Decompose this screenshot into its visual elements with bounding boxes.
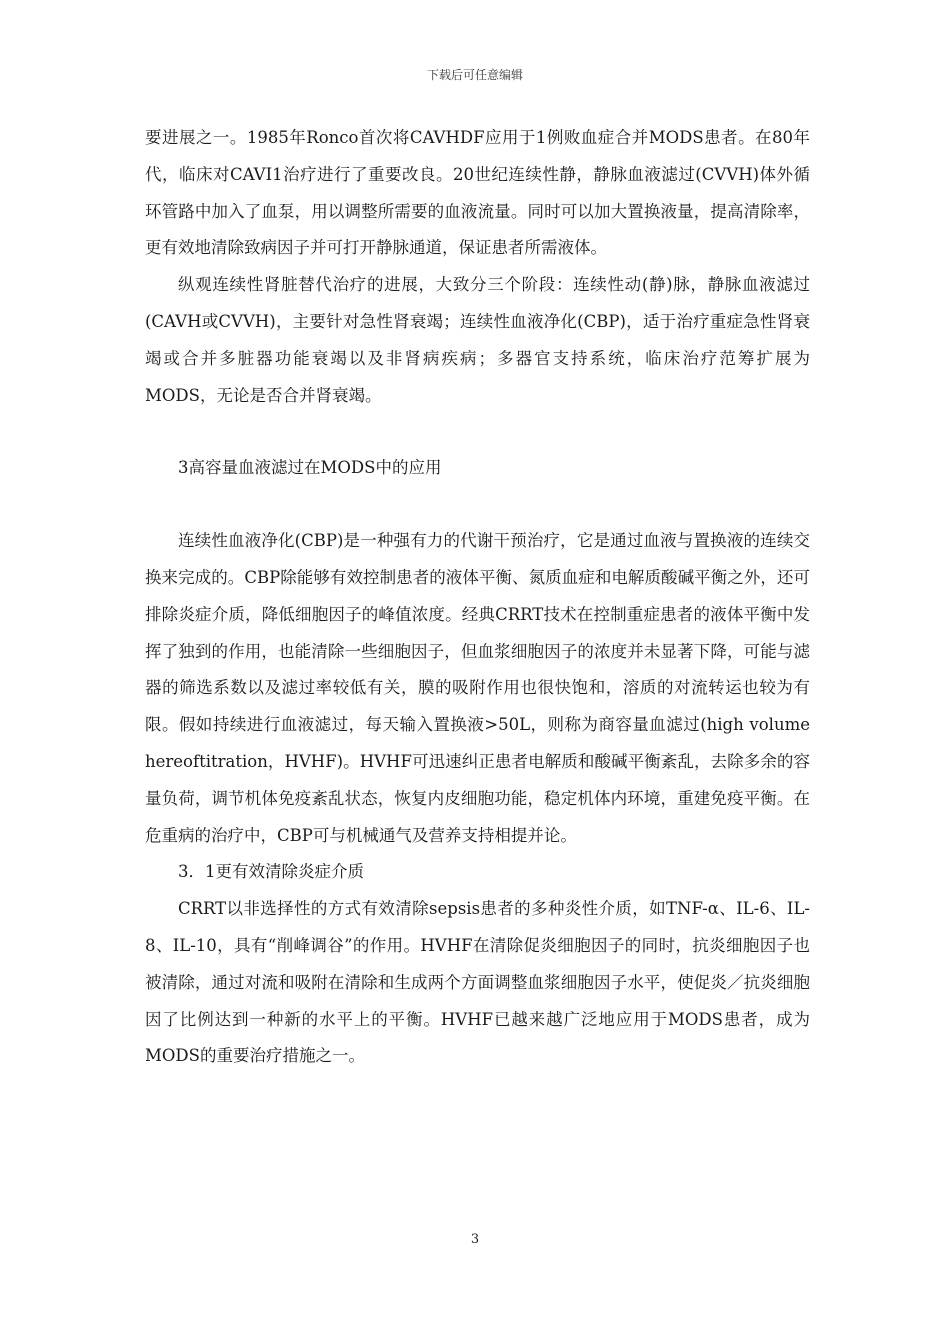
document-body bbox=[145, 120, 810, 1075]
page-header: 下载后可任意编辑 bbox=[426, 68, 523, 82]
paragraph-4: CRRT以非选择性的方式有效清除sepsis患者的多种炎性介质，如TNF-α、IL-6、IL-8、IL-10，具有“削峰调谷”的作用。HVHF在清除促炎细胞因子的同时，抗炎细胞因子也被清除，通过对流和吸附在清除和生成两个方面调整血浆细胞因子水平，使促炎／抗炎细胞因了比例达到一种新的水平上的平衡。HVHF已越来越广泛地应用于MODS患者，成为MODS的重要治疗措施之一。 bbox=[145, 899, 810, 1066]
paragraph-1: 要进展之一。1985年Ronco首次将CAVHDF应用于1例败血症合并MODS患者。在80年代，临床对CAVI1治疗进行了重要改良。20世纪连续性静，静脉血液滤过(CVVH)体外循环管路中加入了血泵，用以调整所需要的血液流量。同时可以加大置换液量，提高清除率，更有效地清除致病因子并可打开静脉通道，保证患者所需液体。 bbox=[145, 128, 810, 258]
page-number: 3 bbox=[470, 1232, 480, 1247]
spacer bbox=[145, 487, 810, 523]
section-heading-3: 3高容量血液滤过在MODS中的应用 bbox=[178, 458, 442, 478]
subsection-heading-3-1: 3．1更有效清除炎症介质 bbox=[178, 862, 364, 882]
paragraph-2: 纵观连续性肾脏替代治疗的进展，大致分三个阶段：连续性动(静)脉，静脉血液滤过(CAVH或CVVH)，主要针对急性肾衰竭；连续性血液净化(CBP)，适于治疗重症急性肾衰竭或合并多脏器功能衰竭以及非肾病疾病；多器官支持系统，临床治疗范筹扩展为MODS，无论是否合并肾衰竭。 bbox=[145, 275, 810, 405]
spacer bbox=[145, 414, 810, 450]
paragraph-3: 连续性血液净化(CBP)是一种强有力的代谢干预治疗，它是通过血液与置换液的连续交换来完成的。CBP除能够有效控制患者的液体平衡、氮质血症和电解质酸碱平衡之外，还可排除炎症介质，降低细胞因子的峰值浓度。经典CRRT技术在控制重症患者的液体平衡中发挥了独到的作用，也能清除一些细胞因子，但血浆细胞因子的浓度并未显著下降，可能与滤器的筛选系数以及滤过率较低有关，膜的吸附作用也很快饱和，溶质的对流转运也较为有限。假如持续进行血液滤过，每天输入置换液>50L，则称为商容量血滤过(high volume hereoftitration，HVHF)。HVHF可迅速纠正患者电解质和酸碱平衡紊乱，去除多余的容量负荷，调节机体免疫紊乱状态，恢复内皮细胞功能，稳定机体内环境，重建免疫平衡。在危重病的治疗中，CBP可与机械通气及营养支持相提并论。 bbox=[145, 531, 810, 845]
